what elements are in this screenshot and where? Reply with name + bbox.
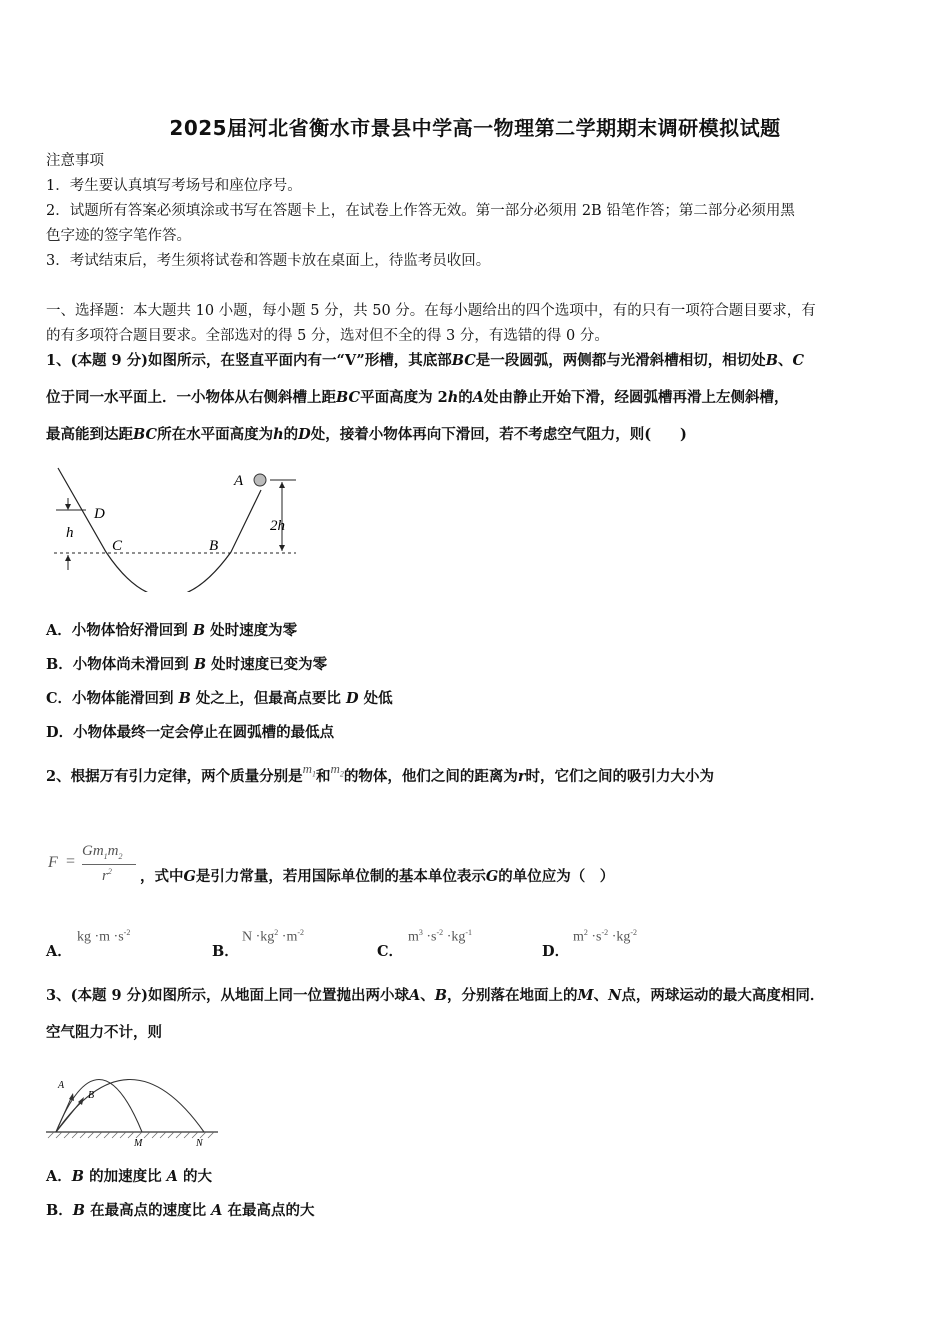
q2-option-b-key[interactable]: B． <box>212 943 239 960</box>
label-n: N <box>196 1138 203 1149</box>
fraction-bar <box>82 864 136 865</box>
q1-line1: 1、(本题 9 分)如图所示，在竖直平面内有一“V”形槽，其底部BC是一段圆弧，两侧都与光滑斜槽相切，相切处B、C <box>46 352 805 369</box>
q2-option-a-unit[interactable]: kg $\cdot m \cdot s^{-2}$ <box>77 928 131 945</box>
label-m: M <box>134 1138 143 1149</box>
trajectory-a <box>56 1080 142 1133</box>
notice-item-2: 2．试题所有答案必须填涂或书写在答题卡上，在试卷上作答无效。第一部分必须用 2B 铅笔作答；第二部分必须用黑 <box>46 203 795 219</box>
ball-a <box>254 474 266 486</box>
ground-hatching <box>48 1132 214 1138</box>
label-2h: 2h <box>270 518 285 534</box>
2h-arrowhead-bottom <box>279 545 285 551</box>
q1-option-c[interactable]: C．小物体能滑回到 B 处之上，但最高点要比 D 处低 <box>46 690 393 707</box>
q1-option-a[interactable]: A．小物体恰好滑回到 B 处时速度为零 <box>46 622 298 639</box>
label-a: A <box>58 1080 65 1091</box>
q1-line2: 位于同一水平面上．一小物体从右侧斜槽上距BC平面高度为 2h的A处由静止开始下滑，经圆弧槽再滑上左侧斜槽， <box>46 389 789 406</box>
q3-option-a[interactable]: A．B 的加速度比 A 的大 <box>46 1168 212 1185</box>
q1-option-d[interactable]: D．小物体最终一定会停止在圆弧槽的最低点 <box>46 724 335 741</box>
q3-projectile-figure <box>44 1062 224 1150</box>
q2-line2: ，式中G是引力常量，若用国际单位制的基本单位表示G的单位应为（ ） <box>140 868 615 885</box>
notice-heading: 注意事项 <box>46 153 104 169</box>
section-intro-line2: 的有多项符合题目要求。全部选对的得 5 分，选对但不全的得 3 分，有选错的得 0 分。 <box>46 328 609 344</box>
q1-option-b[interactable]: B．小物体尚未滑回到 B 处时速度已变为零 <box>46 656 328 673</box>
q3-option-b[interactable]: B．B 在最高点的速度比 A 在最高点的大 <box>46 1202 315 1219</box>
h-arrowhead-top <box>65 504 71 510</box>
h-arrowhead-bottom <box>65 555 71 561</box>
velocity-arrowhead-a <box>69 1093 74 1101</box>
notice-item-1: 1．考生要认真填写考场号和座位序号。 <box>46 178 302 194</box>
label-h: h <box>66 525 74 541</box>
q2-option-a-key[interactable]: A． <box>46 943 72 960</box>
q1-line3: 最高能到达距BC所在水平面高度为h的D处，接着小物体再向下滑回，若不考虑空气阻力，则( ) <box>46 426 687 443</box>
groove-curve <box>58 468 261 592</box>
notice-item-2-cont: 色字迹的签字笔作答。 <box>46 228 191 244</box>
label-d: D <box>94 506 105 522</box>
2h-arrowhead-top <box>279 482 285 488</box>
gravity-formula: F = $Gm_1m_2$ $r^2$ <box>46 843 146 891</box>
q3-line2: 空气阻力不计，则 <box>46 1024 162 1041</box>
q2-option-d-key[interactable]: D． <box>542 943 570 960</box>
q2-option-c-key[interactable]: C． <box>377 943 404 960</box>
section-intro-line1: 一、选择题：本大题共 10 小题，每小题 5 分，共 50 分。在每小题给出的四个选项中，有的只有一项符合题目要求，有 <box>46 303 816 319</box>
q2-option-b-unit[interactable]: $N \cdot kg^2 \cdot m^{-2}$ <box>242 928 305 945</box>
label-b: B <box>209 538 219 554</box>
label-c: C <box>112 538 123 554</box>
q3-line1: 3、(本题 9 分)如图所示，从地面上同一位置抛出两小球A、B，分别落在地面上的M、N点，两球运动的最大高度相同． <box>46 987 825 1004</box>
q2-option-d-unit[interactable]: $m^2 \cdot s^{-2} \cdot kg^{-2}$ <box>573 928 638 945</box>
q2-line1: 2、根据万有引力定律，两个质量分别是$m_1$和$m_2$的物体，他们之间的距离为r时，它们之间的吸引力大小为 <box>46 761 715 785</box>
label-b: B <box>88 1090 95 1101</box>
notice-item-3: 3．考试结束后，考生须将试卷和答题卡放在桌面上，待监考员收回。 <box>46 253 491 269</box>
page-title: 2025届河北省衡水市景县中学高一物理第二学期期末调研模拟试题 <box>169 116 781 140</box>
q2-option-c-unit[interactable]: $m^3 \cdot s^{-2} \cdot kg^{-1}$ <box>408 928 473 945</box>
label-a: A <box>234 473 244 489</box>
q1-v-groove-figure <box>46 462 306 592</box>
